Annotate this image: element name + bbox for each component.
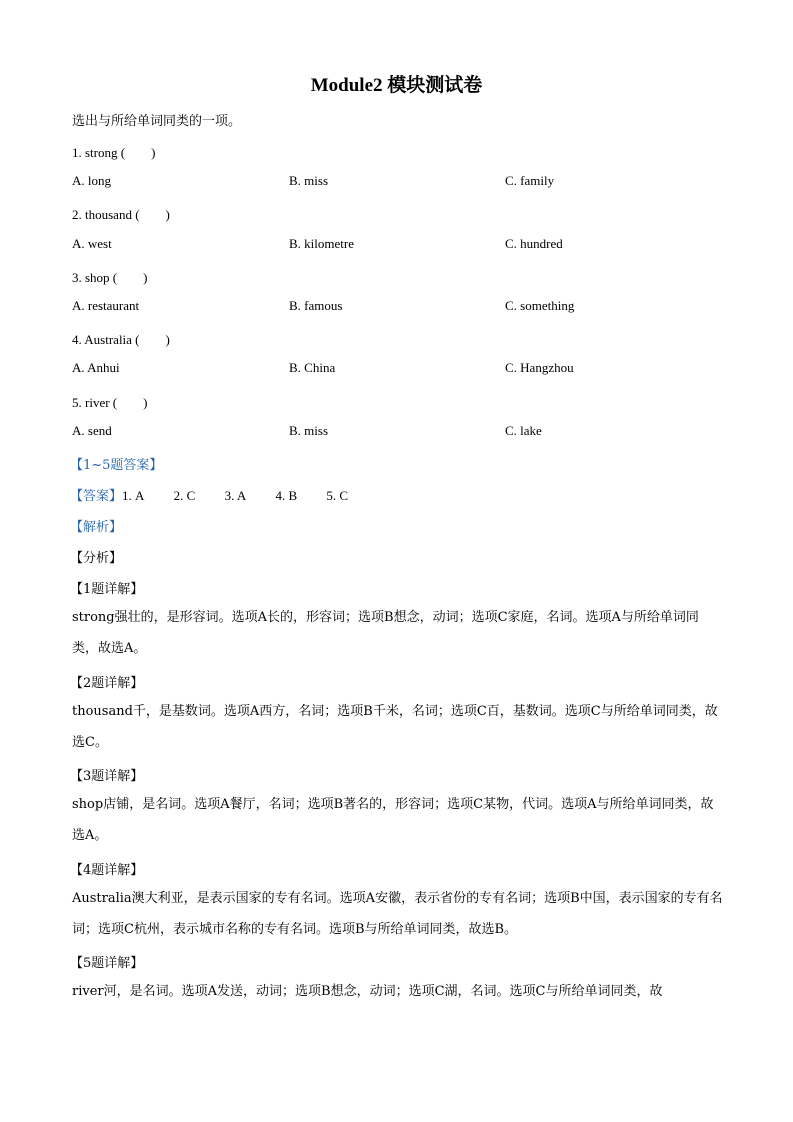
- question-stem: 5. river ( ): [72, 395, 148, 410]
- answer-header: 【1~5题答案】: [70, 458, 163, 473]
- detail-text: shop店铺，是名词。选项A餐厅，名词；选项B著名的，形容词；选项C某物，代词。选项A与所给单词同类，故选A。: [72, 797, 714, 843]
- analysis-header: 【解析】: [70, 520, 123, 535]
- option-a: A. west: [72, 236, 112, 251]
- detail-text: river河，是名词。选项A发送，动词；选项B想念，动词；选项C湖，名词。选项C与所给单词同类，故: [72, 984, 663, 999]
- answer-key: 1. A 2. C 3. A 4. B 5. C: [122, 488, 349, 503]
- instruction: 选出与所给单词同类的一项。: [72, 114, 242, 129]
- question-stem: 4. Australia ( ): [72, 332, 170, 347]
- option-a: A. Anhui: [72, 360, 120, 375]
- question-stem: 1. strong ( ): [72, 145, 156, 160]
- option-b: B. famous: [289, 298, 343, 313]
- option-c: C. lake: [505, 423, 542, 438]
- detail-header: 【3题详解】: [70, 769, 144, 784]
- detail-header: 【4题详解】: [70, 863, 144, 878]
- option-c: C. something: [505, 298, 575, 313]
- option-a: A. send: [72, 423, 112, 438]
- option-b: B. China: [289, 360, 336, 375]
- question-stem: 2. thousand ( ): [72, 207, 170, 222]
- option-c: C. Hangzhou: [505, 360, 574, 375]
- question-stem: 3. shop ( ): [72, 270, 148, 285]
- page-title: Module2 模块测试卷: [310, 75, 483, 96]
- option-b: B. miss: [289, 423, 329, 438]
- detail-text: strong强壮的，是形容词。选项A长的，形容词；选项B想念，动词；选项C家庭，名词。选项A与所给单词同类，故选A。: [72, 610, 699, 656]
- detail-header: 【1题详解】: [70, 582, 144, 597]
- detail-header: 【2题详解】: [70, 676, 144, 691]
- answer-line: [70, 485, 348, 504]
- option-b: B. kilometre: [289, 236, 354, 251]
- option-a: A. restaurant: [72, 298, 140, 313]
- option-b: B. miss: [289, 173, 329, 188]
- option-c: C. hundred: [505, 236, 563, 251]
- detail-header: 【5题详解】: [70, 956, 144, 971]
- answer-label: 【答案】: [70, 489, 123, 504]
- option-c: C. family: [505, 173, 555, 188]
- detail-text: Australia澳大利亚，是表示国家的专有名词。选项A安徽，表示省份的专有名词；选项B中国，表示国家的专有名词；选项C杭州，表示城市名称的专有名词。选项B与所给单词同类，故选B。: [72, 891, 723, 937]
- detail-text: thousand千，是基数词。选项A西方，名词；选项B千米，名词；选项C百，基数词。选项C与所给单词同类，故选C。: [72, 704, 718, 750]
- option-a: A. long: [72, 173, 111, 188]
- fenxi-header: 【分析】: [70, 551, 123, 566]
